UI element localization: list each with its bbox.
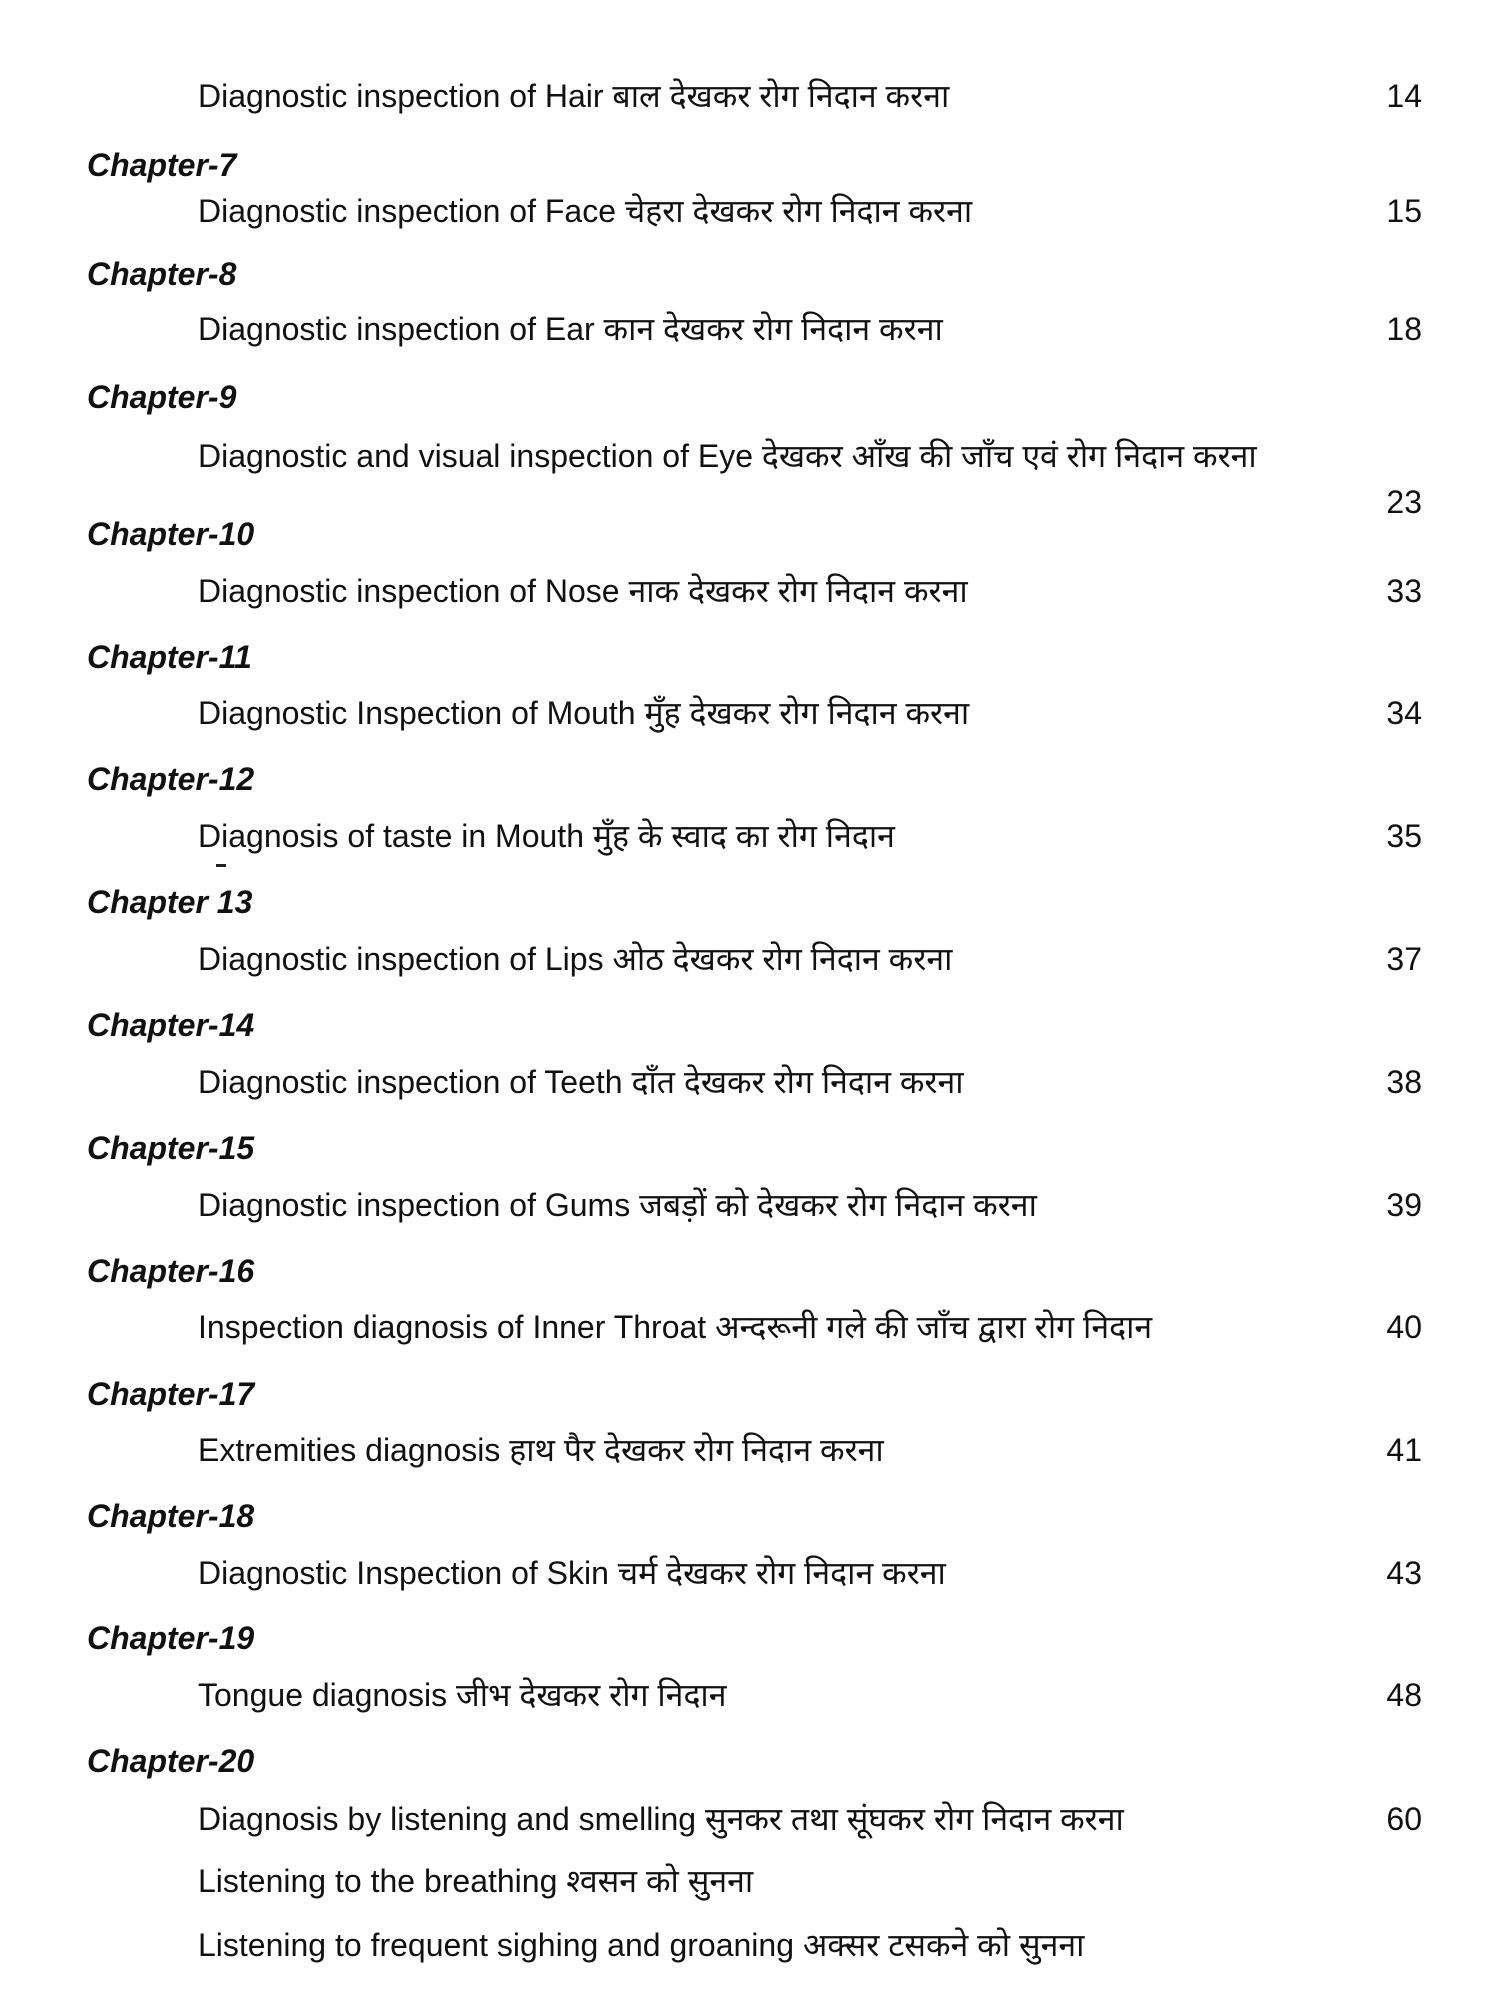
chapter-heading: Chapter 13	[87, 884, 253, 920]
chapter-heading: Chapter-11	[87, 639, 252, 675]
toc-entry-gums: Diagnostic inspection of Gums जबड़ों को देखकर रोग निदान करना	[198, 1187, 1037, 1223]
chapter-heading: Chapter-18	[87, 1498, 255, 1534]
page-number: 43	[1386, 1555, 1422, 1591]
toc-entry-listening-smelling: Diagnosis by listening and smelling सुनकर तथा सूंघकर रोग निदान करना	[198, 1801, 1124, 1837]
toc-entry-hair: Diagnostic inspection of Hair बाल देखकर रोग निदान करना	[198, 78, 950, 114]
chapter-heading: Chapter-8	[87, 256, 237, 292]
toc-entry-teeth: Diagnostic inspection of Teeth दाँत देखकर रोग निदान करना	[198, 1064, 964, 1100]
chapter-heading: Chapter-12	[87, 761, 255, 797]
toc-entry-lips: Diagnostic inspection of Lips ओठ देखकर रोग निदान करना	[198, 941, 953, 977]
toc-entry-breathing: Listening to the breathing श्वसन को सुनना	[198, 1863, 754, 1899]
toc-entry-inner-throat: Inspection diagnosis of Inner Throat अन्दरूनी गले की जाँच द्वारा रोग निदान	[198, 1309, 1153, 1345]
toc-entry-ear: Diagnostic inspection of Ear कान देखकर रोग निदान करना	[198, 311, 943, 347]
chapter-heading: Chapter-14	[87, 1007, 255, 1043]
chapter-heading: Chapter-16	[87, 1253, 255, 1289]
chapter-heading: Chapter-9	[87, 379, 237, 415]
toc-entry-nose: Diagnostic inspection of Nose नाक देखकर रोग निदान करना	[198, 573, 968, 609]
toc-entry-skin: Diagnostic Inspection of Skin चर्म देखकर रोग निदान करना	[198, 1555, 946, 1591]
page-number: 37	[1386, 941, 1422, 977]
chapter-heading: Chapter-10	[87, 516, 255, 552]
page-number: 41	[1386, 1432, 1422, 1468]
page-number: 34	[1386, 695, 1422, 731]
chapter-heading: Chapter-20	[87, 1743, 255, 1779]
toc-entry-tongue: Tongue diagnosis जीभ देखकर रोग निदान	[198, 1677, 727, 1713]
toc-entry-mouth: Diagnostic Inspection of Mouth मुँह देखकर रोग निदान करना	[198, 695, 970, 731]
toc-entry-sighing: Listening to frequent sighing and groaning अक्सर टसकने को सुनना	[198, 1927, 1085, 1963]
page-number: 33	[1386, 573, 1422, 609]
page-number: 60	[1386, 1801, 1422, 1837]
chapter-heading: Chapter-15	[87, 1130, 255, 1166]
page-number: 39	[1386, 1187, 1422, 1223]
toc-entry-extremities: Extremities diagnosis हाथ पैर देखकर रोग निदान करना	[198, 1432, 884, 1468]
page-number: 23	[1386, 484, 1422, 520]
chapter-heading: Chapter-7	[87, 147, 237, 183]
page-number: 35	[1386, 818, 1422, 854]
page-number: 40	[1386, 1309, 1422, 1345]
toc-entry-taste: Diagnosis of taste in Mouth मुँह के स्वाद का रोग निदान	[198, 818, 895, 854]
page-number: 18	[1386, 311, 1422, 347]
chapter-heading: Chapter-19	[87, 1620, 255, 1656]
page-number: 48	[1386, 1677, 1422, 1713]
page-number: 14	[1386, 78, 1422, 114]
chapter-heading: Chapter-17	[87, 1376, 255, 1412]
page-number: 38	[1386, 1064, 1422, 1100]
ink-mark	[216, 864, 226, 867]
page-number: 15	[1386, 193, 1422, 229]
toc-entry-face: Diagnostic inspection of Face चेहरा देखकर रोग निदान करना	[198, 193, 973, 229]
toc-entry-eye: Diagnostic and visual inspection of Eye देखकर आँख की जाँच एवं रोग निदान करना	[198, 438, 1257, 474]
